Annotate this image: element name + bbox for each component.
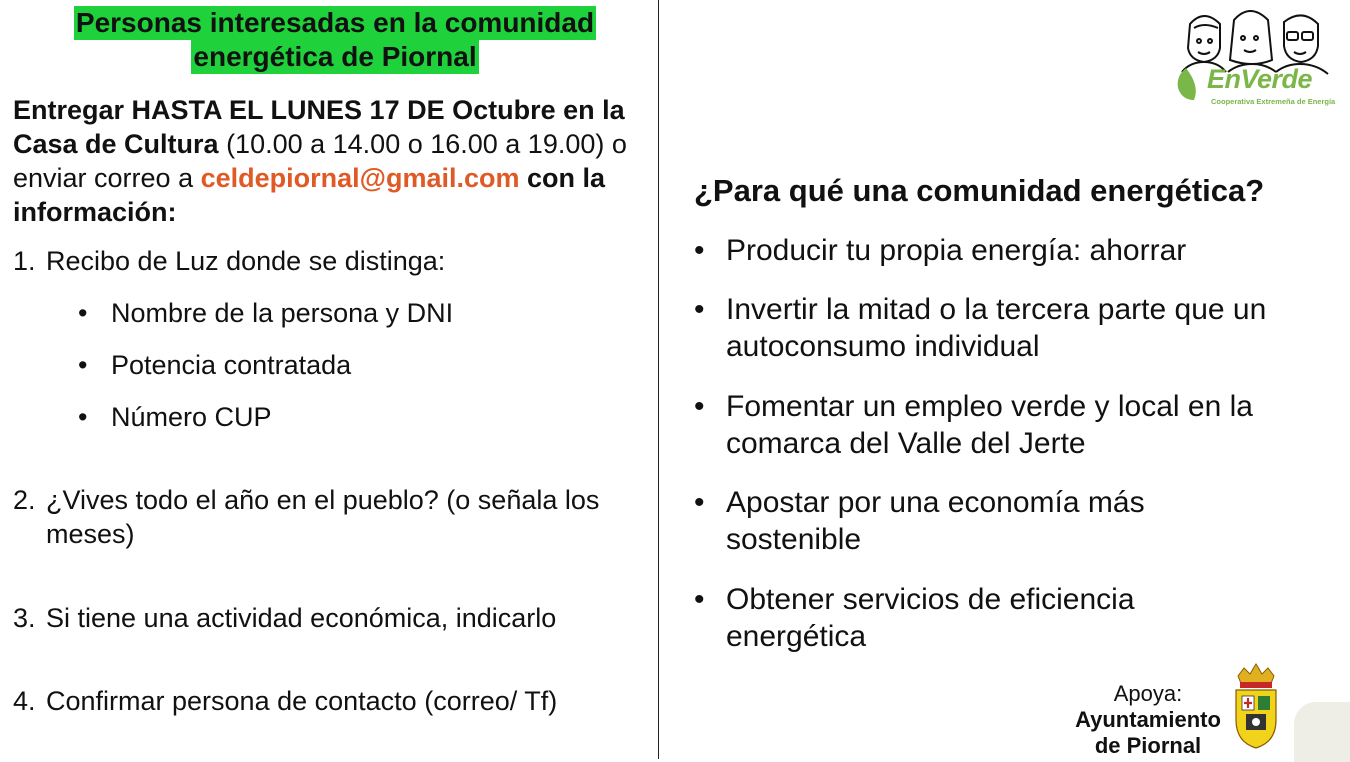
list-number: 1. [13, 246, 36, 276]
list-item-2 [13, 483, 623, 551]
list-text: Confirmar persona de contacto (correo/ Tf) [46, 686, 558, 716]
benefit-text: Invertir la mitad o la tercera parte que un autoconsumo individual [726, 293, 1267, 363]
municipal-crest-icon [1228, 662, 1284, 750]
list-item-3 [13, 601, 653, 635]
benefit-item-2 [694, 291, 1294, 365]
support-label [1060, 681, 1236, 759]
benefit-item-4 [694, 484, 1254, 558]
section-question: ¿Para qué una comunidad energética? [694, 173, 1265, 208]
bullet-icon: • [694, 583, 705, 616]
page-title [0, 6, 670, 74]
benefit-text: Obtener servicios de eficiencia energética [726, 583, 1135, 653]
sub-item-text: Número CUP [111, 402, 272, 432]
intro-hours: (10.00 a 14.00 o 16.00 a 19.00) o enviar correo a [13, 129, 627, 193]
benefit-text: Apostar por una economía más sostenible [726, 486, 1145, 556]
benefit-item-3 [694, 388, 1334, 462]
corner-decoration [1294, 702, 1350, 762]
list-number: 2. [13, 485, 36, 515]
support-prefix: Apoya: [1113, 681, 1183, 706]
contact-email-link[interactable]: celdepiornal@gmail.com [200, 163, 520, 193]
bullet-icon: • [694, 293, 705, 326]
support-entity: Ayuntamiento de Piornal [1075, 707, 1221, 758]
bullet-icon: • [78, 350, 88, 380]
bullet-icon: • [694, 486, 705, 519]
title-line-2: energética de Piornal [193, 41, 477, 72]
list-text: Si tiene una actividad económica, indicarlo [46, 603, 557, 633]
title-line-1: Personas interesadas en la comunidad [75, 7, 595, 38]
bullet-icon: • [78, 298, 88, 328]
sub-item-text: Potencia contratada [111, 350, 352, 380]
logo-subtitle: Cooperativa Extremeña de Energía [1211, 97, 1336, 106]
sub-item-text: Nombre de la persona y DNI [111, 298, 454, 328]
intro-deadline: Entregar HASTA EL LUNES 17 DE Octubre en la Casa de Cultura [13, 95, 625, 159]
list-item-4 [13, 684, 653, 718]
benefit-item-1 [694, 232, 1334, 269]
bullet-icon: • [78, 402, 88, 432]
bullet-icon: • [694, 390, 705, 423]
list-item-1 [13, 244, 653, 278]
column-divider [658, 0, 659, 759]
list-text: ¿Vives todo el año en el pueblo? (o señala los meses) [46, 485, 600, 549]
bullet-icon: • [694, 234, 705, 267]
sub-item-name-dni [78, 296, 453, 330]
sub-item-potencia [78, 348, 351, 382]
list-number: 4. [13, 686, 36, 716]
sub-item-cup [78, 400, 272, 434]
benefit-text: Fomentar un empleo verde y local en la comarca del Valle del Jerte [726, 390, 1253, 460]
list-text: Recibo de Luz donde se distinga: [46, 246, 446, 276]
intro-paragraph [13, 93, 658, 229]
benefit-item-5 [694, 581, 1214, 655]
list-number: 3. [13, 603, 36, 633]
logo-wordmark: EnVerde [1207, 64, 1313, 94]
intro-tail: con la información: [13, 163, 606, 227]
benefit-text: Producir tu propia energía: ahorrar [726, 234, 1187, 267]
